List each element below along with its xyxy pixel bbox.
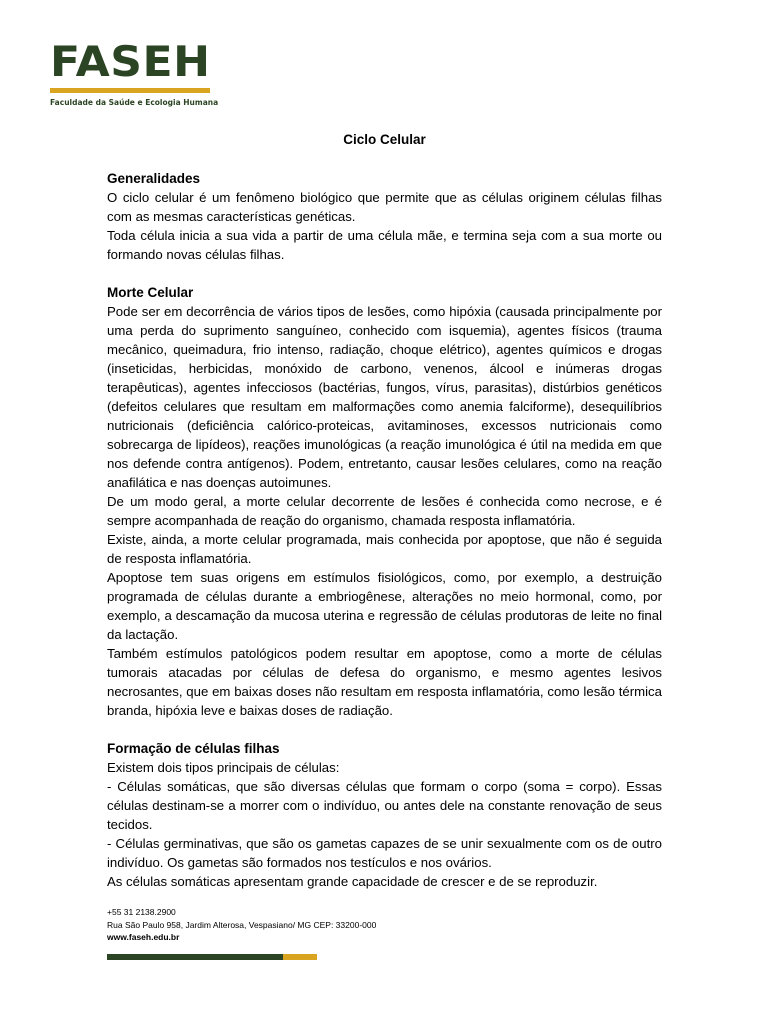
logo-wordmark: FASEH [50,37,211,86]
paragraph: Toda célula inicia a sua vida a partir de uma célula mãe, e termina seja com a sua morte ou formando novas células filhas. [107,228,662,262]
paragraph: As células somáticas apresentam grande capacidade de crescer e de se reproduzir. [107,874,598,889]
paragraph: De um modo geral, a morte celular decorrente de lesões é conhecida como necrose, e é sempre acompanhada de reação do organismo, chamada resposta inflamatória. [107,494,662,528]
paragraph: Também estímulos patológicos podem resultar em apoptose, como a morte de células tumorais atacadas por células de defesa do organismo, e mesmo agentes lesivos necrosantes, que em baixas doses não resultam em resposta inflamatória, como lesão térmica branda, hipóxia leve e baixas doses de radiação. [107,646,662,718]
footer-phone: +55 31 2138.2900 [107,907,176,917]
paragraph: Pode ser em decorrência de vários tipos de lesões, como hipóxia (causada principalmente por uma perda do suprimento sanguíneo, conhecido com isquemia), agentes físicos (trauma mecânico, queimadura, frio intenso, radiação, choque elétrico), agentes químicos e drogas (inseticidas, herbicidas, monóxido de carbono, venenos, álcool e inúmeras drogas terapêuticas), agentes infecciosos (bactérias, fungos, vírus, parasitas), distúrbios genéticos (defeitos celulares que resultam em malformações como anemia falciforme), desequilíbrios nutricionais (deficiência calórico-proteicas, avitaminoses, excessos nutricionais como sobrecarga de lipídeos), reações imunológicas (a reação imunológica é útil na medida em que nos defende contra antígenos). Podem, entretanto, causar lesões celulares, como na reação anafilática e nas doenças autoimunes. [107,304,662,490]
footer-gold-bar [283,954,317,960]
section-heading: Morte Celular [107,285,194,300]
document-body [107,131,662,891]
footer-website-link[interactable]: www.faseh.edu.br [107,932,180,942]
logo-gold-bar [50,88,210,93]
paragraph: Existem dois tipos principais de células: [107,760,340,775]
section-heading: Generalidades [107,171,201,186]
paragraph: Existe, ainda, a morte celular programada, mais conhecida por apoptose, que não é seguida de resposta inflamatória. [107,532,662,566]
paragraph: O ciclo celular é um fenômeno biológico que permite que as células originem células filhas com as mesmas características genéticas. [107,190,662,224]
section-generalidades [107,169,662,264]
footer-green-bar [107,954,283,960]
logo-subtitle: Faculdade da Saúde e Ecologia Humana [50,98,219,107]
paragraph: - Células somáticas, que são diversas células que formam o corpo (soma = corpo). Essas células destinam-se a morrer com o indivíduo, ou antes dele na constante renovação de seus tecidos. [107,779,662,832]
document-title: Ciclo Celular [343,132,426,147]
section-formacao-celulas-filhas [107,739,662,891]
section-heading: Formação de células filhas [107,741,280,756]
faseh-logo [50,37,220,107]
paragraph: Apoptose tem suas origens em estímulos fisiológicos, como, por exemplo, a destruição programada de células durante a embriogênese, alterações no meio hormonal, como, por exemplo, a descamação da mucosa uterina e regressão de células produtoras de leite no final da lactação. [107,570,662,642]
paragraph: - Células germinativas, que são os gametas capazes de se unir sexualmente com os de outro indivíduo. Os gametas são formados nos testículos e nos ovários. [107,836,662,870]
footer-color-bar [107,954,317,960]
footer-address: Rua São Paulo 958, Jardim Alterosa, Vespasiano/ MG CEP: 33200-000 [107,919,377,930]
section-morte-celular [107,283,662,720]
page-footer [107,906,376,944]
